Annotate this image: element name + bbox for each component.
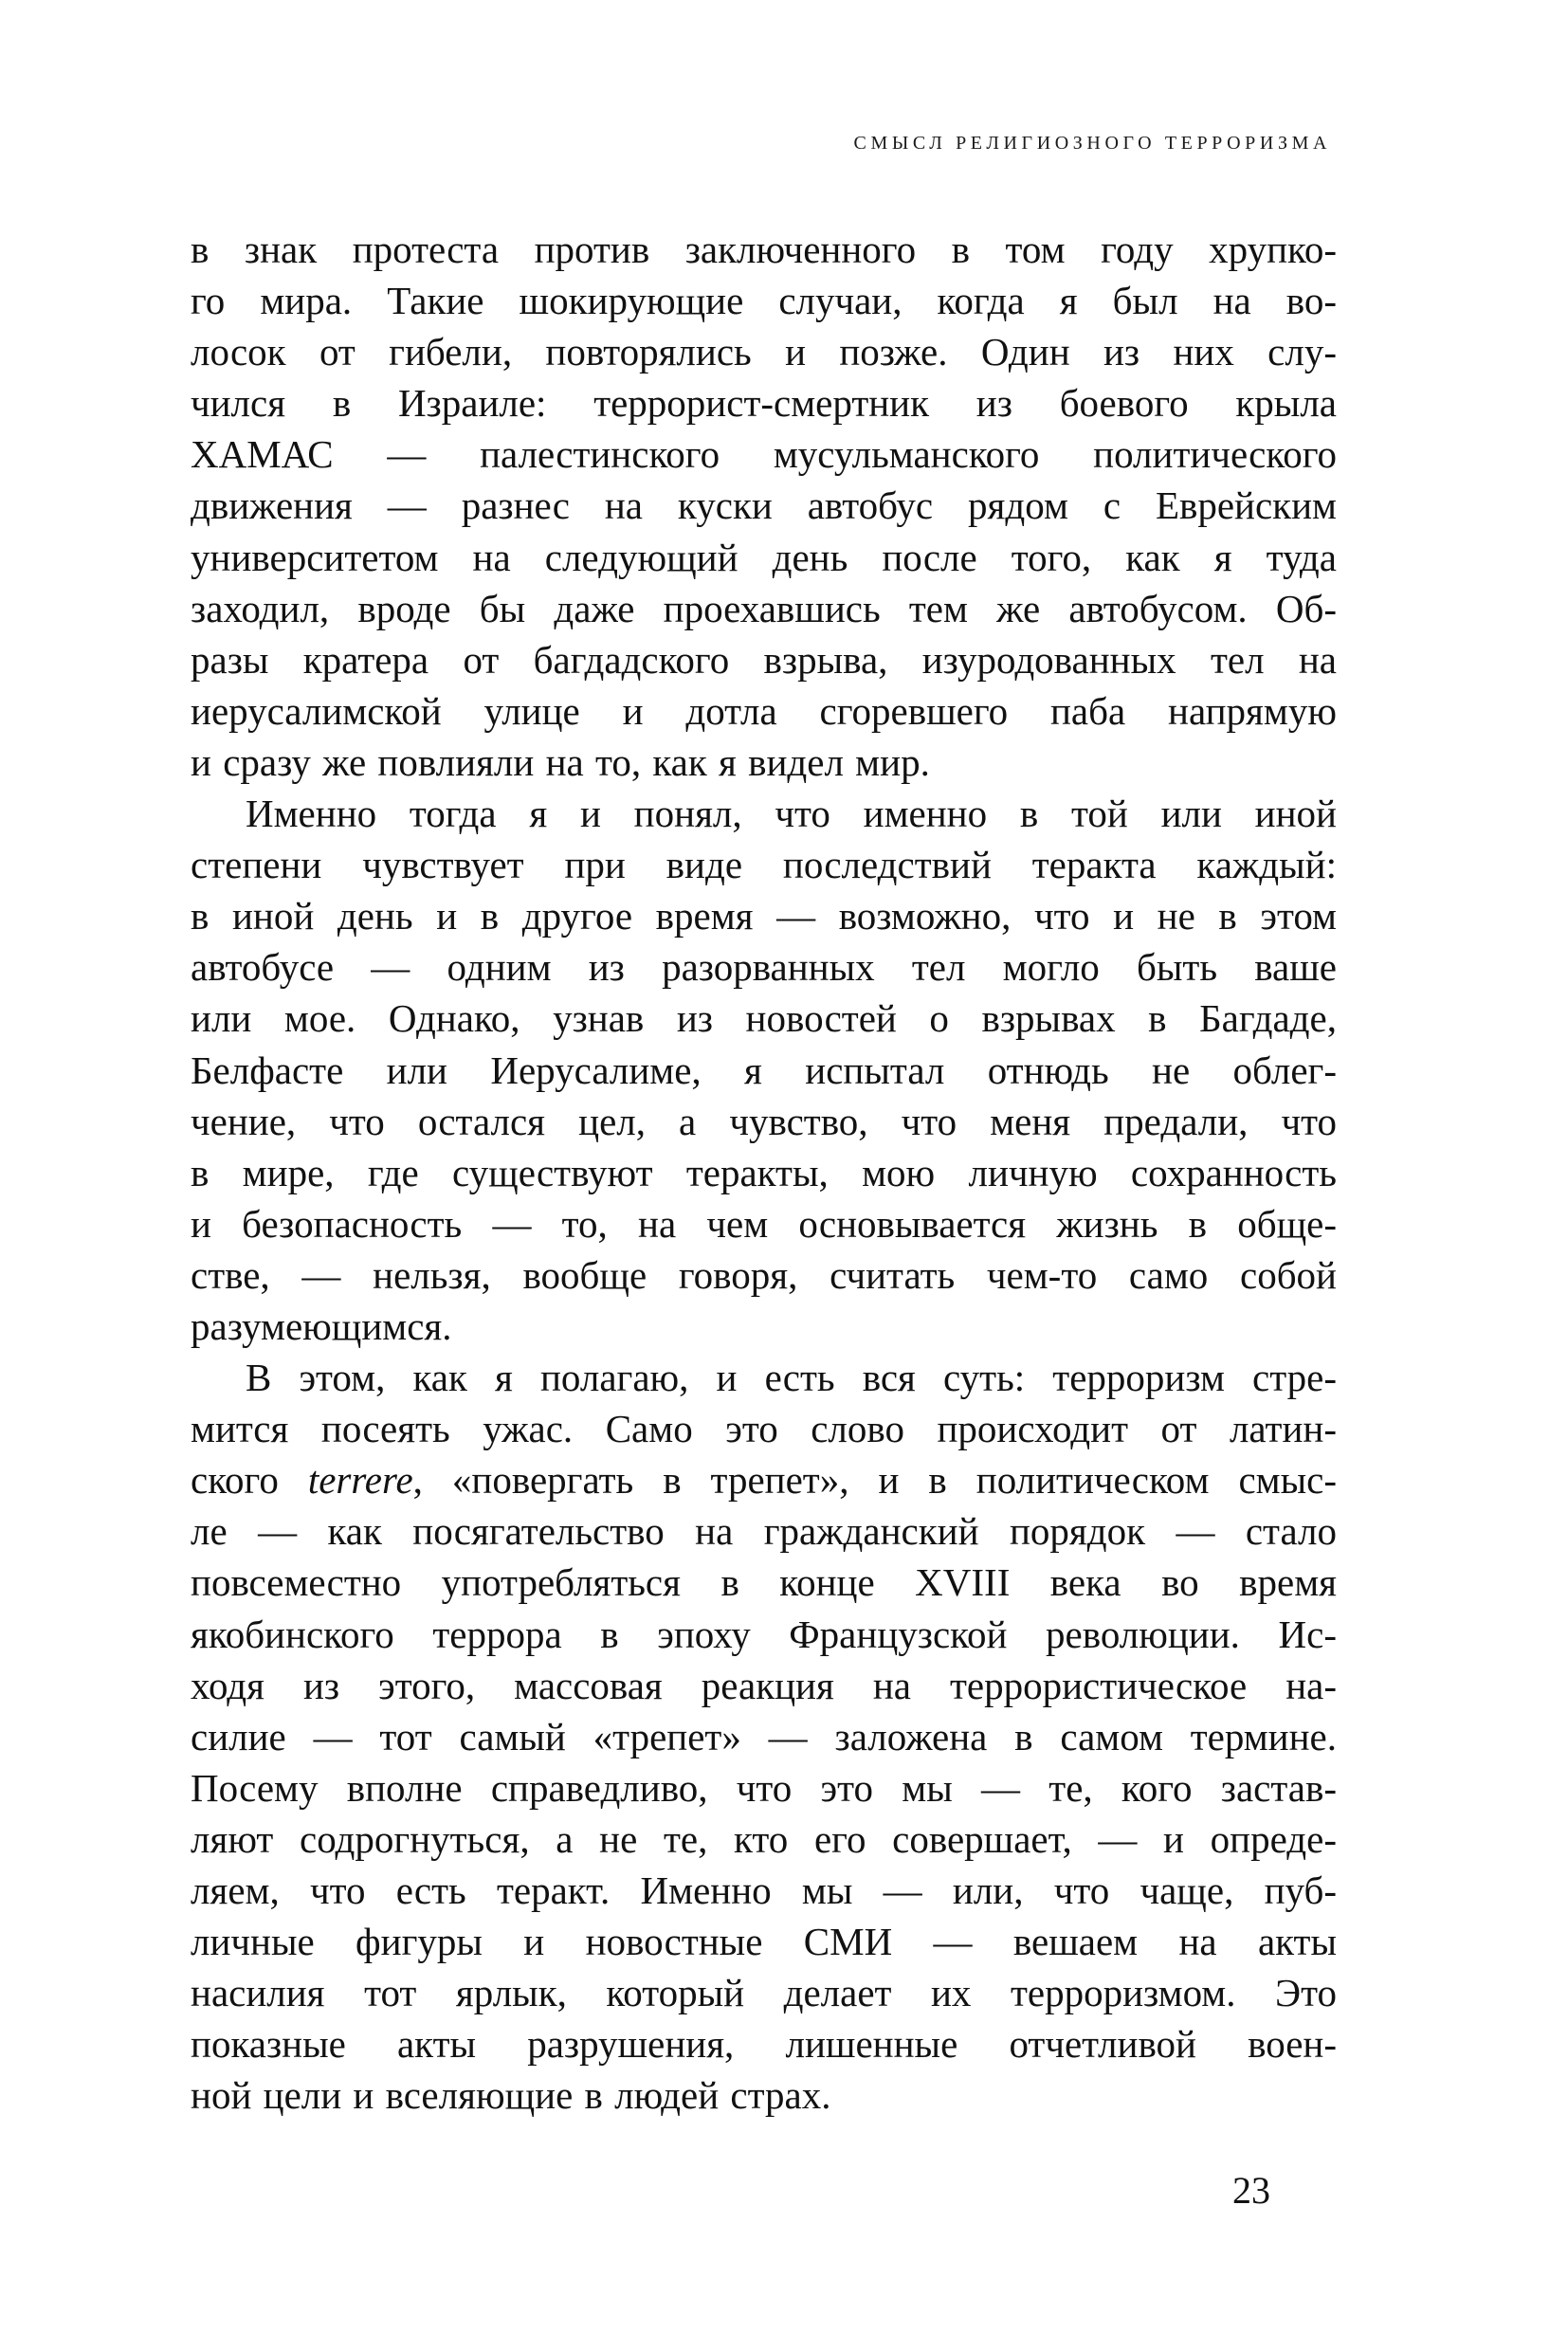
text-run: ского bbox=[191, 1458, 308, 1503]
text-line: ле — как посягательство на гражданский порядок — стало bbox=[191, 1509, 1337, 1554]
text-line: В этом, как я полагаю, и есть вся суть: терроризм стре- bbox=[246, 1356, 1337, 1400]
text-line: в знак протеста против заключенного в том году хрупко- bbox=[191, 228, 1337, 271]
text-line: разы кратера от багдадского взрыва, изуродованных тел на bbox=[191, 637, 1337, 682]
text-line: лосок от гибели, повторялись и позже. Один из них слу- bbox=[191, 330, 1337, 374]
text-line: чился в Израиле: террорист-смертник из боевого крыла bbox=[191, 381, 1337, 426]
text-line: Именно тогда я и понял, что именно в той или иной bbox=[246, 792, 1337, 836]
body-text bbox=[191, 224, 1337, 2121]
text-line: повсеместно употребляться в конце XVIII века во время bbox=[191, 1560, 1337, 1605]
paragraph-2 bbox=[191, 788, 1337, 1352]
text-line: чение, что остался цел, а чувство, что меня предали, что bbox=[191, 1099, 1337, 1143]
text-line: Белфасте или Иерусалиме, я испытал отнюдь не облег- bbox=[191, 1048, 1337, 1092]
text-line: и безопасность — то, на чем основывается жизнь в обще- bbox=[191, 1201, 1337, 1246]
text-line: движения — разнес на куски автобус рядом с Еврейским bbox=[191, 483, 1337, 528]
text-line: силие — тот самый «трепет» — заложена в самом термине. bbox=[191, 1714, 1337, 1759]
text-line: степени чувствует при виде последствий теракта каждый: bbox=[191, 843, 1337, 887]
text-line: в иной день и в другое время — возможно, что и не в этом bbox=[191, 894, 1337, 939]
text-line: разумеющимся. bbox=[191, 1303, 452, 1348]
text-line: стве, — нельзя, вообще говоря, считать чем-то само собой bbox=[191, 1252, 1337, 1297]
text-run: , «повергать в трепет», и в политическом смыс- bbox=[412, 1458, 1337, 1503]
text-line: го мира. Такие шокирующие случаи, когда я был на во- bbox=[191, 279, 1337, 323]
text-line: ходя из этого, массовая реакция на террористическое на- bbox=[191, 1663, 1337, 1707]
italic-latin-term: terrere bbox=[307, 1458, 413, 1503]
text-line: Посему вполне справедливо, что это мы — те, кого застав- bbox=[191, 1765, 1337, 1810]
paragraph-1 bbox=[191, 224, 1337, 788]
paragraph-3 bbox=[191, 1352, 1337, 2121]
page-number: 23 bbox=[1232, 2169, 1270, 2212]
text-line: ляют содрогнуться, а не те, кто его совершает, — и опреде- bbox=[191, 1816, 1337, 1861]
text-line: автобусе — одним из разорванных тел могло быть ваше bbox=[191, 945, 1337, 990]
text-line: и сразу же повлияли на то, как я видел мир. bbox=[191, 739, 930, 784]
text-line: личные фигуры и новостные СМИ — вешаем на акты bbox=[191, 1920, 1337, 1964]
text-line: ляем, что есть теракт. Именно мы — или, что чаще, пуб- bbox=[191, 1868, 1337, 1912]
running-head: СМЫСЛ РЕЛИГИОЗНОГО ТЕРРОРИЗМА bbox=[853, 133, 1331, 154]
text-line bbox=[191, 1454, 1337, 1505]
text-line: университетом на следующий день после того, как я туда bbox=[191, 535, 1337, 579]
text-line: или мое. Однако, узнав из новостей о взрывах в Багдаде, bbox=[191, 996, 1337, 1041]
text-line: ХАМАС — палестинского мусульманского политического bbox=[191, 432, 1337, 477]
text-line: показные акты разрушения, лишенные отчетливой воен- bbox=[191, 2022, 1337, 2067]
text-line: мится посеять ужас. Само это слово происходит от латин- bbox=[191, 1407, 1337, 1451]
text-line: насилия тот ярлык, который делает их терроризмом. Это bbox=[191, 1971, 1337, 2015]
text-line: в мире, где существуют теракты, мою личную сохранность bbox=[191, 1150, 1337, 1194]
text-line: якобинского террора в эпоху Французской революции. Ис- bbox=[191, 1612, 1337, 1656]
text-line: ной цели и вселяющие в людей страх. bbox=[191, 2073, 831, 2118]
text-line: иерусалимской улице и дотла сгоревшего паба напрямую bbox=[191, 688, 1337, 733]
text-line: заходил, вроде бы даже проехавшись тем же автобусом. Об- bbox=[191, 586, 1337, 630]
